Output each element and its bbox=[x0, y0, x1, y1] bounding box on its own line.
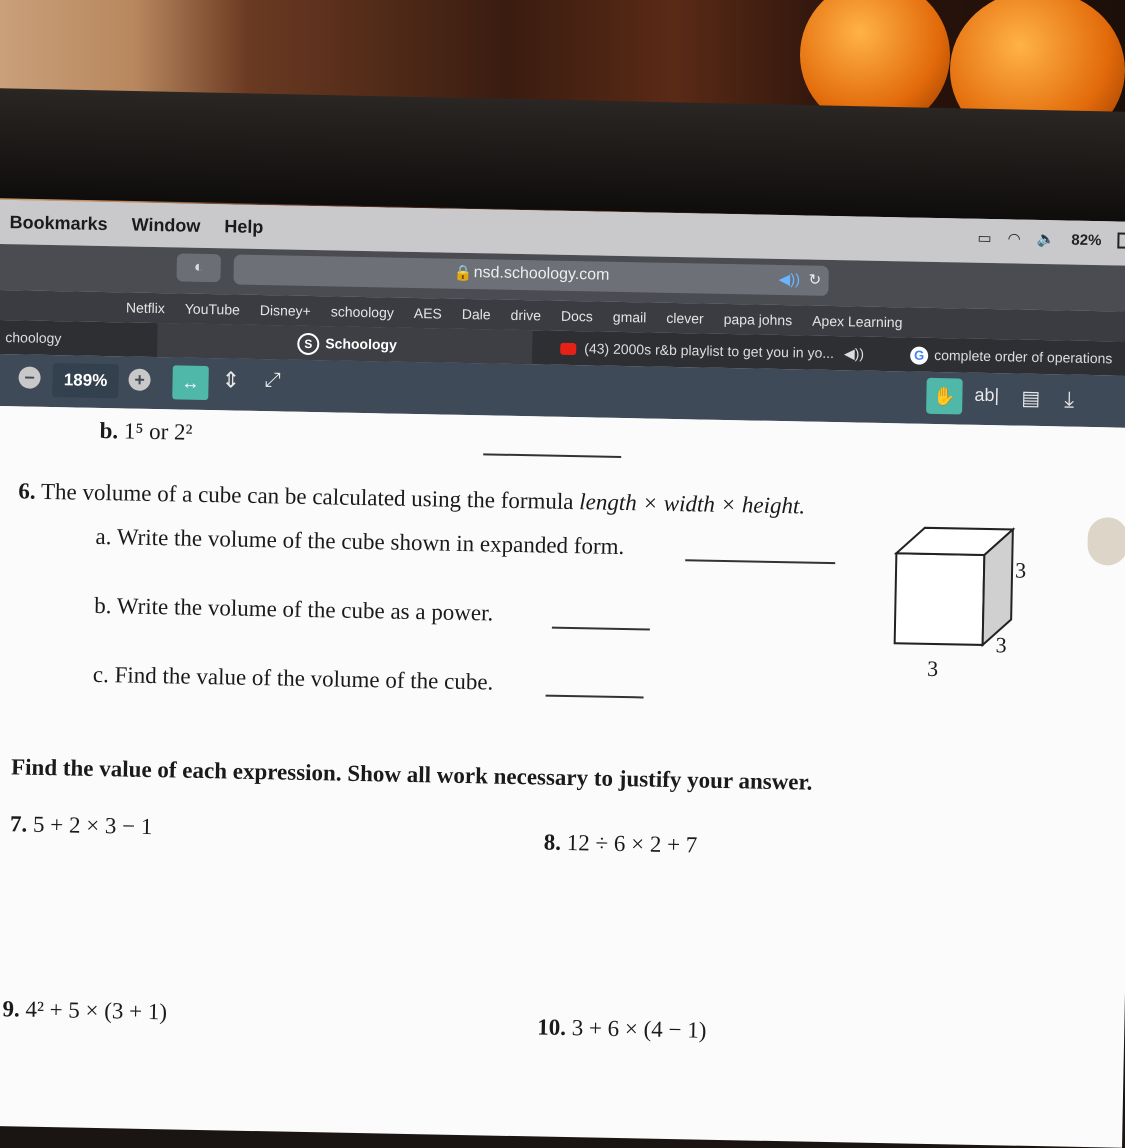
item-text: 1⁵ or 2² bbox=[123, 418, 193, 445]
question-number: 6. bbox=[18, 478, 36, 504]
problem-number: 8. bbox=[543, 829, 562, 855]
audio-playing-icon[interactable]: ◀)) bbox=[778, 270, 801, 289]
problem-expression: 4² + 5 × (3 + 1) bbox=[25, 996, 168, 1025]
url-text: nsd.schoology.com bbox=[473, 264, 610, 284]
item-text: Write the volume of the cube shown in expanded form. bbox=[116, 524, 625, 560]
item-label: b. bbox=[99, 417, 119, 444]
answer-line-6c[interactable] bbox=[546, 695, 644, 699]
laptop-bezel bbox=[0, 88, 1125, 222]
tab-label: Schoology bbox=[325, 335, 398, 353]
bookmark-aes[interactable]: AES bbox=[413, 304, 443, 322]
question-6 bbox=[18, 478, 805, 519]
airplay-icon[interactable]: ▭ bbox=[977, 229, 992, 248]
problem-number: 10. bbox=[536, 1014, 567, 1041]
answer-line-5b[interactable] bbox=[483, 453, 621, 458]
tab-google-search[interactable] bbox=[902, 337, 1125, 376]
question-6c bbox=[93, 662, 494, 696]
cube-edge-label-depth: 3 bbox=[995, 632, 1007, 658]
item-label: b. bbox=[93, 592, 112, 619]
text-tool-label: ab bbox=[974, 384, 995, 406]
tab-schoology-partial[interactable] bbox=[0, 320, 158, 357]
question-6b bbox=[94, 593, 494, 627]
menu-help[interactable]: Help bbox=[224, 215, 264, 237]
question-text: The volume of a cube can be calculated using the formula bbox=[40, 478, 574, 515]
address-bar[interactable] bbox=[233, 255, 828, 296]
schoology-icon: S bbox=[297, 333, 319, 355]
bookmark-clever[interactable]: clever bbox=[666, 309, 704, 327]
problem-expression: 12 ÷ 6 × 2 + 7 bbox=[566, 830, 698, 858]
problem-10 bbox=[537, 1014, 707, 1043]
zoom-in-icon[interactable]: + bbox=[128, 369, 150, 391]
bookmark-disney[interactable]: Disney+ bbox=[259, 302, 311, 319]
status-area bbox=[977, 229, 1125, 250]
menu-window[interactable]: Window bbox=[131, 214, 201, 236]
battery-icon[interactable] bbox=[1117, 232, 1125, 248]
cube-edge-label-width: 3 bbox=[926, 655, 939, 682]
tab-audio-icon[interactable]: ◀)) bbox=[843, 345, 865, 362]
problem-8 bbox=[544, 830, 698, 859]
item-label: a. bbox=[95, 523, 112, 550]
zoom-level[interactable]: 189% bbox=[52, 363, 119, 398]
scroll-handle[interactable] bbox=[1087, 517, 1125, 566]
battery-percent: 82% bbox=[1071, 231, 1102, 249]
bookmark-dale[interactable]: Dale bbox=[461, 305, 491, 323]
bookmark-gmail[interactable]: gmail bbox=[612, 308, 647, 326]
lock-icon: 🔒 bbox=[453, 264, 473, 283]
bookmark-apex-learning[interactable]: Apex Learning bbox=[812, 312, 903, 331]
question-5b bbox=[99, 418, 192, 446]
formula: length × width × height. bbox=[579, 489, 806, 519]
volume-icon[interactable]: 🔈 bbox=[1036, 230, 1056, 249]
item-text: Write the volume of the cube as a power. bbox=[116, 593, 494, 626]
bookmark-netflix[interactable]: Netflix bbox=[125, 299, 166, 317]
problem-number: 9. bbox=[2, 996, 20, 1022]
print-icon[interactable]: ▤ bbox=[1021, 387, 1041, 411]
google-icon: G bbox=[910, 347, 928, 365]
menu-bookmarks[interactable]: Bookmarks bbox=[9, 211, 108, 234]
item-label: c. bbox=[92, 661, 110, 688]
wifi-icon[interactable]: ◠ bbox=[1007, 230, 1021, 248]
tab-label: complete order of operations bbox=[934, 346, 1113, 367]
bookmark-papa-johns[interactable]: papa johns bbox=[723, 310, 793, 329]
instructions: Find the value of each expression. Show all work necessary to justify your answer. bbox=[10, 754, 813, 795]
bookmark-drive[interactable]: drive bbox=[510, 306, 542, 324]
fit-width-icon[interactable]: ↔ bbox=[172, 365, 209, 400]
tab-label: choology bbox=[5, 329, 62, 347]
reload-icon[interactable]: ↻ bbox=[808, 271, 822, 289]
answer-line-6b[interactable] bbox=[552, 627, 650, 631]
youtube-icon bbox=[560, 343, 576, 355]
problem-expression: 3 + 6 × (4 − 1) bbox=[571, 1015, 707, 1043]
bookmark-docs[interactable]: Docs bbox=[560, 307, 594, 325]
answer-line-6a[interactable] bbox=[685, 559, 835, 564]
hand-tool-icon[interactable]: ✋ bbox=[926, 378, 963, 415]
privacy-shield-icon[interactable]: ◐ bbox=[176, 253, 221, 282]
cube-edge-label-height: 3 bbox=[1014, 557, 1027, 583]
text-select-tool[interactable]: ab| bbox=[974, 384, 1000, 406]
bookmark-youtube[interactable]: YouTube bbox=[184, 300, 241, 318]
laptop-screen bbox=[0, 200, 1125, 1146]
problem-7 bbox=[10, 811, 153, 840]
bookmark-schoology[interactable]: schoology bbox=[330, 303, 395, 321]
fit-height-icon[interactable]: ⇕ bbox=[221, 367, 241, 393]
download-icon[interactable]: ⤓ bbox=[1064, 386, 1075, 412]
item-text: Find the value of the volume of the cube. bbox=[114, 662, 494, 695]
problem-expression: 5 + 2 × 3 − 1 bbox=[32, 811, 153, 840]
tab-label: (43) 2000s r&b playlist to get you in yo... bbox=[584, 340, 835, 362]
zoom-out-icon[interactable]: − bbox=[18, 366, 40, 388]
problem-number: 7. bbox=[9, 811, 28, 837]
worksheet-page bbox=[0, 406, 1125, 1148]
question-6a bbox=[95, 524, 624, 560]
fullscreen-icon[interactable]: ⤢ bbox=[264, 369, 281, 392]
problem-9 bbox=[2, 996, 167, 1025]
